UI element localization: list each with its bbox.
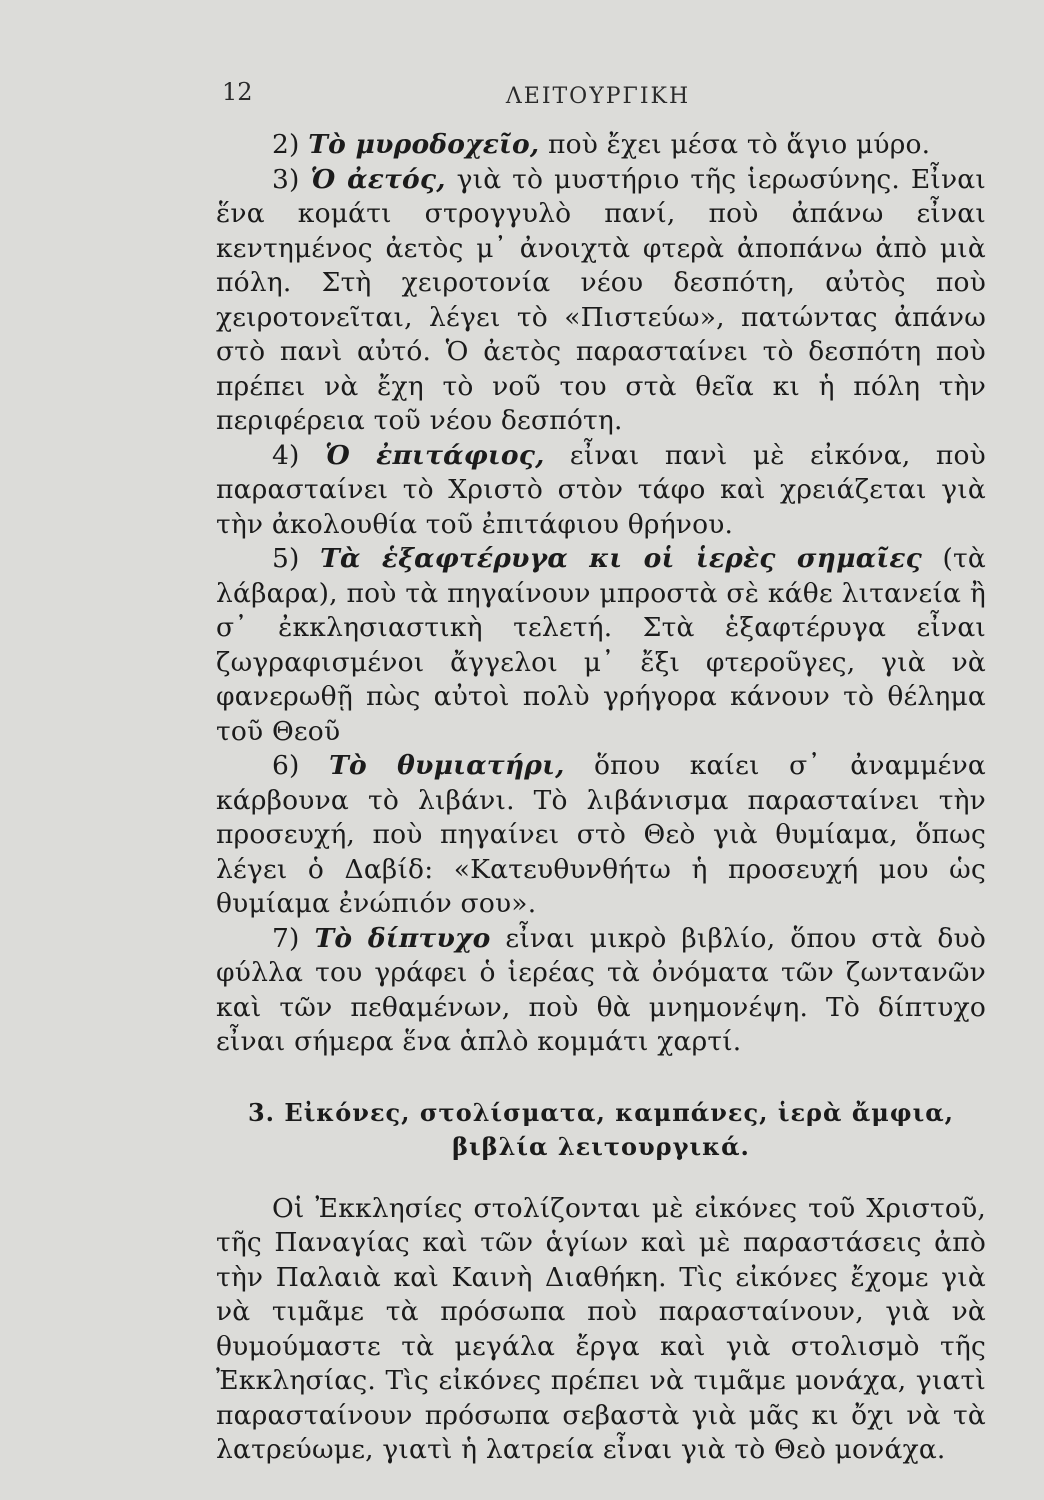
item-text: ποὺ ἔχει μέσα τὸ ἅγιο μύρο. [539, 129, 931, 160]
list-item [216, 163, 986, 439]
section-heading [216, 1096, 986, 1164]
list-item [216, 128, 986, 163]
item-term: Ὁ ἀετός, [310, 163, 446, 195]
item-text: (τὰ λάβαρα), ποὺ τὰ πηγαίνουν μπροστὰ σὲ κάθε λιτανεία ἢ σ᾽ ἐκκλησιαστικὴ τελετή. Στὰ ἑξαφτέρυγα εἶναι ζωγραφισμένοι ἄγγελοι μ᾽ ἔξι φτεροῦγες, γιὰ νὰ φανερωθῇ πὼς αὐτοὶ πολὺ γρήγορα κάνουν τὸ θέλημα τοῦ Θεοῦ [216, 543, 986, 747]
list-item [216, 749, 986, 922]
item-term: Τὸ μυροδοχεῖο, [308, 129, 540, 160]
item-term: Τὰ ἑξαφτέρυγα κι οἱ ἱερὲς σημαῖες [320, 543, 922, 574]
item-number: 5) [272, 543, 300, 574]
list-item [216, 439, 986, 543]
list-item [216, 922, 986, 1060]
item-number: 6) [272, 750, 300, 781]
item-term: Τὸ θυμιατήρι, [329, 750, 565, 781]
item-text: γιὰ τὸ μυστήριο τῆς ἱερωσύνης. Εἶναι ἕνα κομάτι στρογγυλὸ πανί, ποὺ ἀπάνω εἶναι κεντημένος ἀετὸς μ᾽ ἀνοιχτὰ φτερὰ ἀποπάνω ἀπὸ μιὰ πόλη. Στὴ χειροτονία νέου δεσπότη, αὐτὸς ποὺ χειροτονεῖται, λέγει τὸ «Πιστεύω», πατώντας ἀπάνω στὸ πανὶ αὐτό. Ὁ ἀετὸς παρασταίνει τὸ δεσπότη ποὺ πρέπει νὰ ἔχη τὸ νοῦ του στὰ θεῖα κι ἡ πόλη τὴν περιφέρεια τοῦ νέου δεσπότη. [216, 163, 986, 436]
section-title-line-1: 3. Εἰκόνες, στολίσματα, καμπάνες, ἱερὰ ἄμφια, [247, 1097, 955, 1127]
item-number: 2) [272, 129, 300, 160]
item-text: εἶναι πανὶ μὲ εἰκόνα, ποὺ παρασταίνει τὸ Χριστὸ στὸν τάφο καὶ χρειάζεται γιὰ τὴν ἀκολουθία τοῦ ἐπιτάφιου θρήνου. [216, 439, 986, 540]
item-text: ὅπου καίει σ᾽ ἀναμμένα κάρβουνα τὸ λιβάνι. Τὸ λιβάνισμα παρασταίνει τὴν προσευχή, ποὺ πηγαίνει στὸ Θεὸ γιὰ θυμίαμα, ὅπως λέγει ὁ Δαβίδ: «Κατευθυνθήτω ἡ προσευχή μου ὡς θυμίαμα ἐνώπιόν σου». [216, 750, 986, 919]
item-number: 4) [272, 439, 300, 471]
item-term: Ὁ ἐπιτάφιος, [325, 439, 545, 471]
page-body [216, 128, 986, 1468]
page-number: 12 [222, 78, 253, 106]
item-number: 7) [272, 922, 300, 954]
item-number: 3) [272, 163, 300, 195]
running-title: ΛΕΙΤΟΥΡΓΙΚΗ [505, 84, 691, 109]
item-text: εἶναι μικρὸ βιβλίο, ὅπου στὰ δυὸ φύλλα του γράφει ὁ ἱερέας τὰ ὀνόματα τῶν ζωντανῶν καὶ τῶν πεθαμένων, ποὺ θὰ μνημονέψη. Τὸ δίπτυχο εἶναι σήμερα ἕνα ἁπλὸ κομμάτι χαρτί. [216, 922, 986, 1057]
item-term: Τὸ δίπτυχο [314, 922, 491, 954]
section-title-line-2: βιβλία λειτουργικά. [452, 1131, 750, 1161]
section-paragraph: Οἱ Ἐκκλησίες στολίζονται μὲ εἰκόνες τοῦ Χριστοῦ, τῆς Παναγίας καὶ τῶν ἁγίων καὶ μὲ παραστάσεις ἀπὸ τὴν Παλαιὰ καὶ Καινὴ Διαθήκη. Τὶς εἰκόνες ἔχομε γιὰ νὰ τιμᾶμε τὰ πρόσωπα ποὺ παρασταίνουν, γιὰ νὰ θυμούμαστε τὰ μεγάλα ἔργα καὶ γιὰ στολισμὸ τῆς Ἐκκλησίας. Τὶς εἰκόνες πρέπει νὰ τιμᾶμε μονάχα, γιατὶ παρασταίνουν πρόσωπα σεβαστὰ γιὰ μᾶς κι ὄχι νὰ τὰ λατρεύωμε, γιατὶ ἡ λατρεία εἶναι γιὰ τὸ Θεὸ μονάχα. [216, 1192, 986, 1465]
page-header [222, 78, 974, 118]
list-item [216, 542, 986, 749]
